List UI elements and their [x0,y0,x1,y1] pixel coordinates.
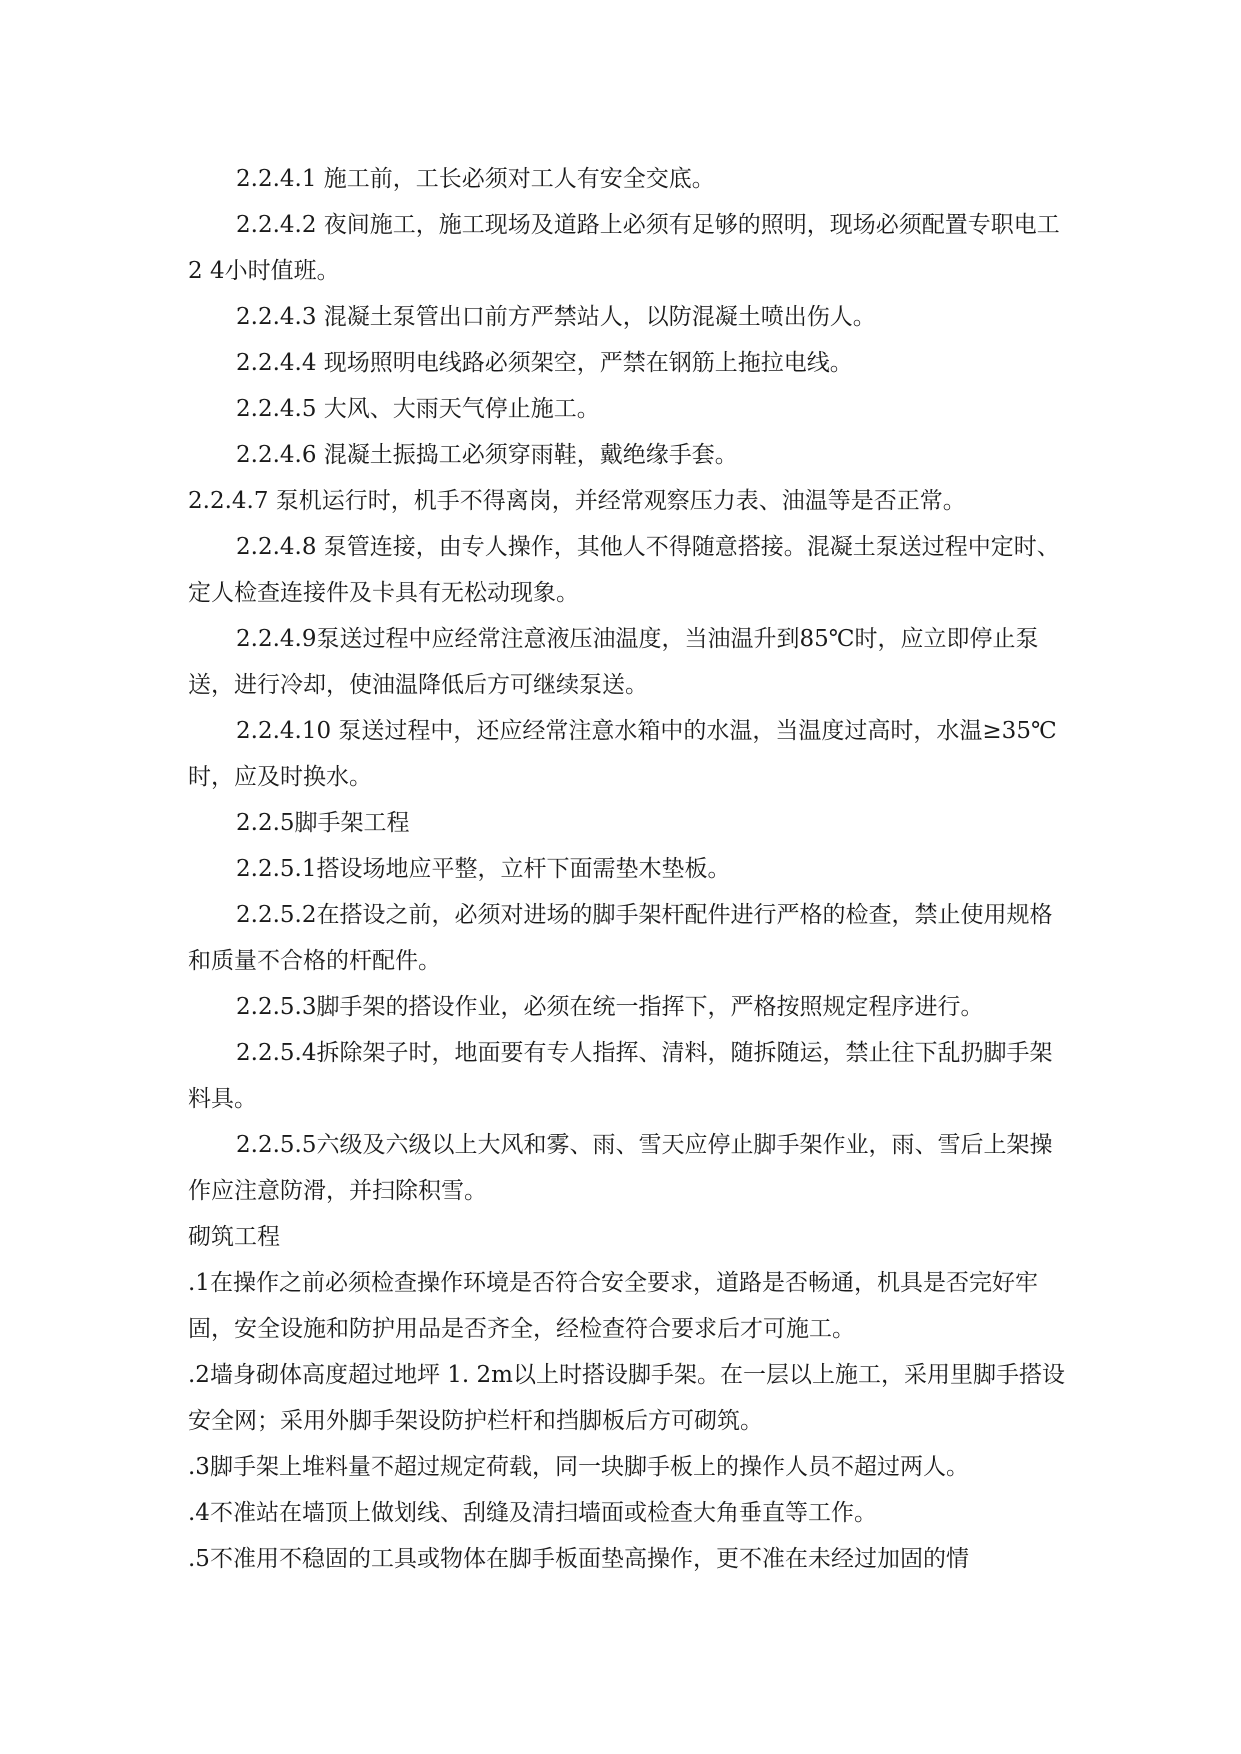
clause-2-2-5-4: 2.2.5.4拆除架子时，地面要有专人指挥、清料，随拆随运，禁止往下乱扔脚手架料具。 [188,1040,1053,1112]
masonry-item-5: .5不准用不稳固的工具或物体在脚手板面垫高操作，更不准在未经过加固的情 [188,1546,969,1572]
masonry-item-3: .3脚手架上堆料量不超过规定荷载，同一块脚手板上的操作人员不超过两人。 [188,1454,969,1480]
masonry-item-1: .1在操作之前必须检查操作环境是否符合安全要求，道路是否畅通，机具是否完好牢固，安全设施和防护用品是否齐全，经检查符合要求后才可施工。 [188,1270,1038,1342]
clause-2-2-5-1: 2.2.5.1搭设场地应平整，立杆下面需垫木垫板。 [236,856,731,882]
clause-2-2-4-1: 2.2.4.1 施工前，工长必须对工人有安全交底。 [236,166,715,192]
clause-2-2-4-2: 2.2.4.2 夜间施工，施工现场及道路上必须有足够的照明，现场必须配置专职电工2 4小时值班。 [188,212,1060,284]
clause-2-2-4-8: 2.2.4.8 泵管连接，由专人操作，其他人不得随意搭接。混凝土泵送过程中定时、定人检查连接件及卡具有无松动现象。 [188,534,1060,606]
clause-2-2-4-9: 2.2.4.9泵送过程中应经常注意液压油温度，当油温升到85℃时，应立即停止泵送，进行冷却，使油温降低后方可继续泵送。 [188,626,1039,698]
clause-2-2-4-10: 2.2.4.10 泵送过程中，还应经常注意水箱中的水温，当温度过高时，水温≥35℃时，应及时换水。 [188,718,1057,790]
clause-2-2-4-4: 2.2.4.4 现场照明电线路必须架空，严禁在钢筋上拖拉电线。 [236,350,853,376]
clause-2-2-4-5: 2.2.4.5 大风、大雨天气停止施工。 [236,396,600,422]
clause-2-2-5-2: 2.2.5.2在搭设之前，必须对进场的脚手架杆配件进行严格的检查，禁止使用规格和质量不合格的杆配件。 [188,902,1053,974]
section-heading-masonry: 砌筑工程 [188,1224,280,1250]
section-heading-2-2-5: 2.2.5脚手架工程 [236,810,410,836]
masonry-item-4: .4不准站在墙顶上做划线、刮缝及清扫墙面或检查大角垂直等工作。 [188,1500,877,1526]
document-page [188,156,1068,1582]
clause-2-2-5-5: 2.2.5.5六级及六级以上大风和雾、雨、雪天应停止脚手架作业，雨、雪后上架操作应注意防滑，并扫除积雪。 [188,1132,1053,1204]
clause-2-2-4-3: 2.2.4.3 混凝土泵管出口前方严禁站人，以防混凝土喷出伤人。 [236,304,876,330]
masonry-item-2: .2墙身砌体高度超过地坪 1. 2m以上时搭设脚手架。在一层以上施工，采用里脚手搭设安全网；采用外脚手架设防护栏杆和挡脚板后方可砌筑。 [188,1362,1065,1434]
clause-2-2-4-7: 2.2.4.7 泵机运行时，机手不得离岗，并经常观察压力表、油温等是否正常。 [188,488,966,514]
clause-2-2-4-6: 2.2.4.6 混凝土振捣工必须穿雨鞋，戴绝缘手套。 [236,442,738,468]
clause-2-2-5-3: 2.2.5.3脚手架的搭设作业，必须在统一指挥下，严格按照规定程序进行。 [236,994,984,1020]
